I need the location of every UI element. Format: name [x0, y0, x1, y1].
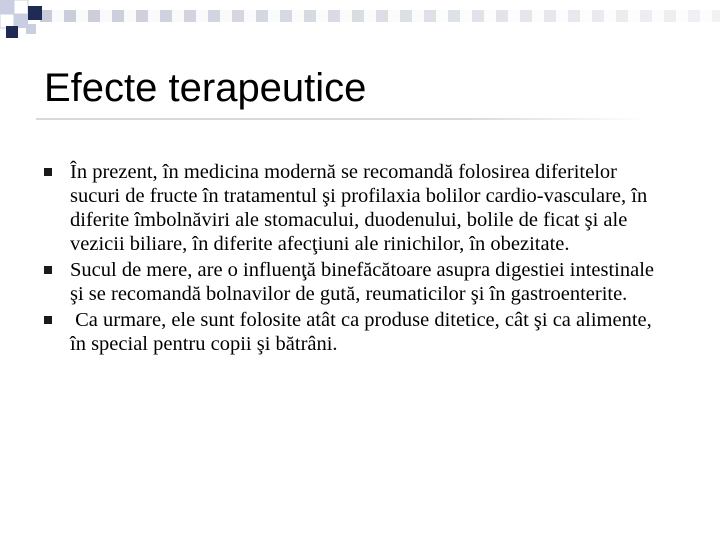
slide-title: Efecte terapeutice — [44, 66, 367, 110]
bullet-text: Sucul de mere, are o influenţă binefăcătoare asupra digestiei intestinale şi se recomandă bolnavilor de gută, reumaticilor şi în gastroenterite. — [70, 259, 654, 305]
bullet-item — [44, 308, 664, 356]
title-divider — [36, 118, 648, 120]
bullet-item — [44, 160, 664, 256]
bullet-list — [44, 160, 664, 356]
bullet-text: În prezent, în medicina modernă se recomandă folosirea diferitelor sucuri de fructe în tratamentul şi profilaxia bolilor cardio-vasculare, în diferite îmbolnăviri ale stomacului, duodenului, bolile de ficat şi ale vezicii biliare, în diferite afecţiuni ale rinichilor, în obezitate. — [70, 161, 648, 255]
decorative-header-bar — [0, 0, 720, 40]
square-bullet-icon — [44, 168, 52, 176]
square-bullet-icon — [44, 266, 52, 274]
square-bullet-icon — [44, 316, 52, 324]
bullet-item — [44, 258, 664, 306]
bullet-text: Ca urmare, ele sunt folosite atât ca produse ditetice, cât şi ca alimente, în special pentru copii şi bătrâni. — [70, 309, 657, 355]
